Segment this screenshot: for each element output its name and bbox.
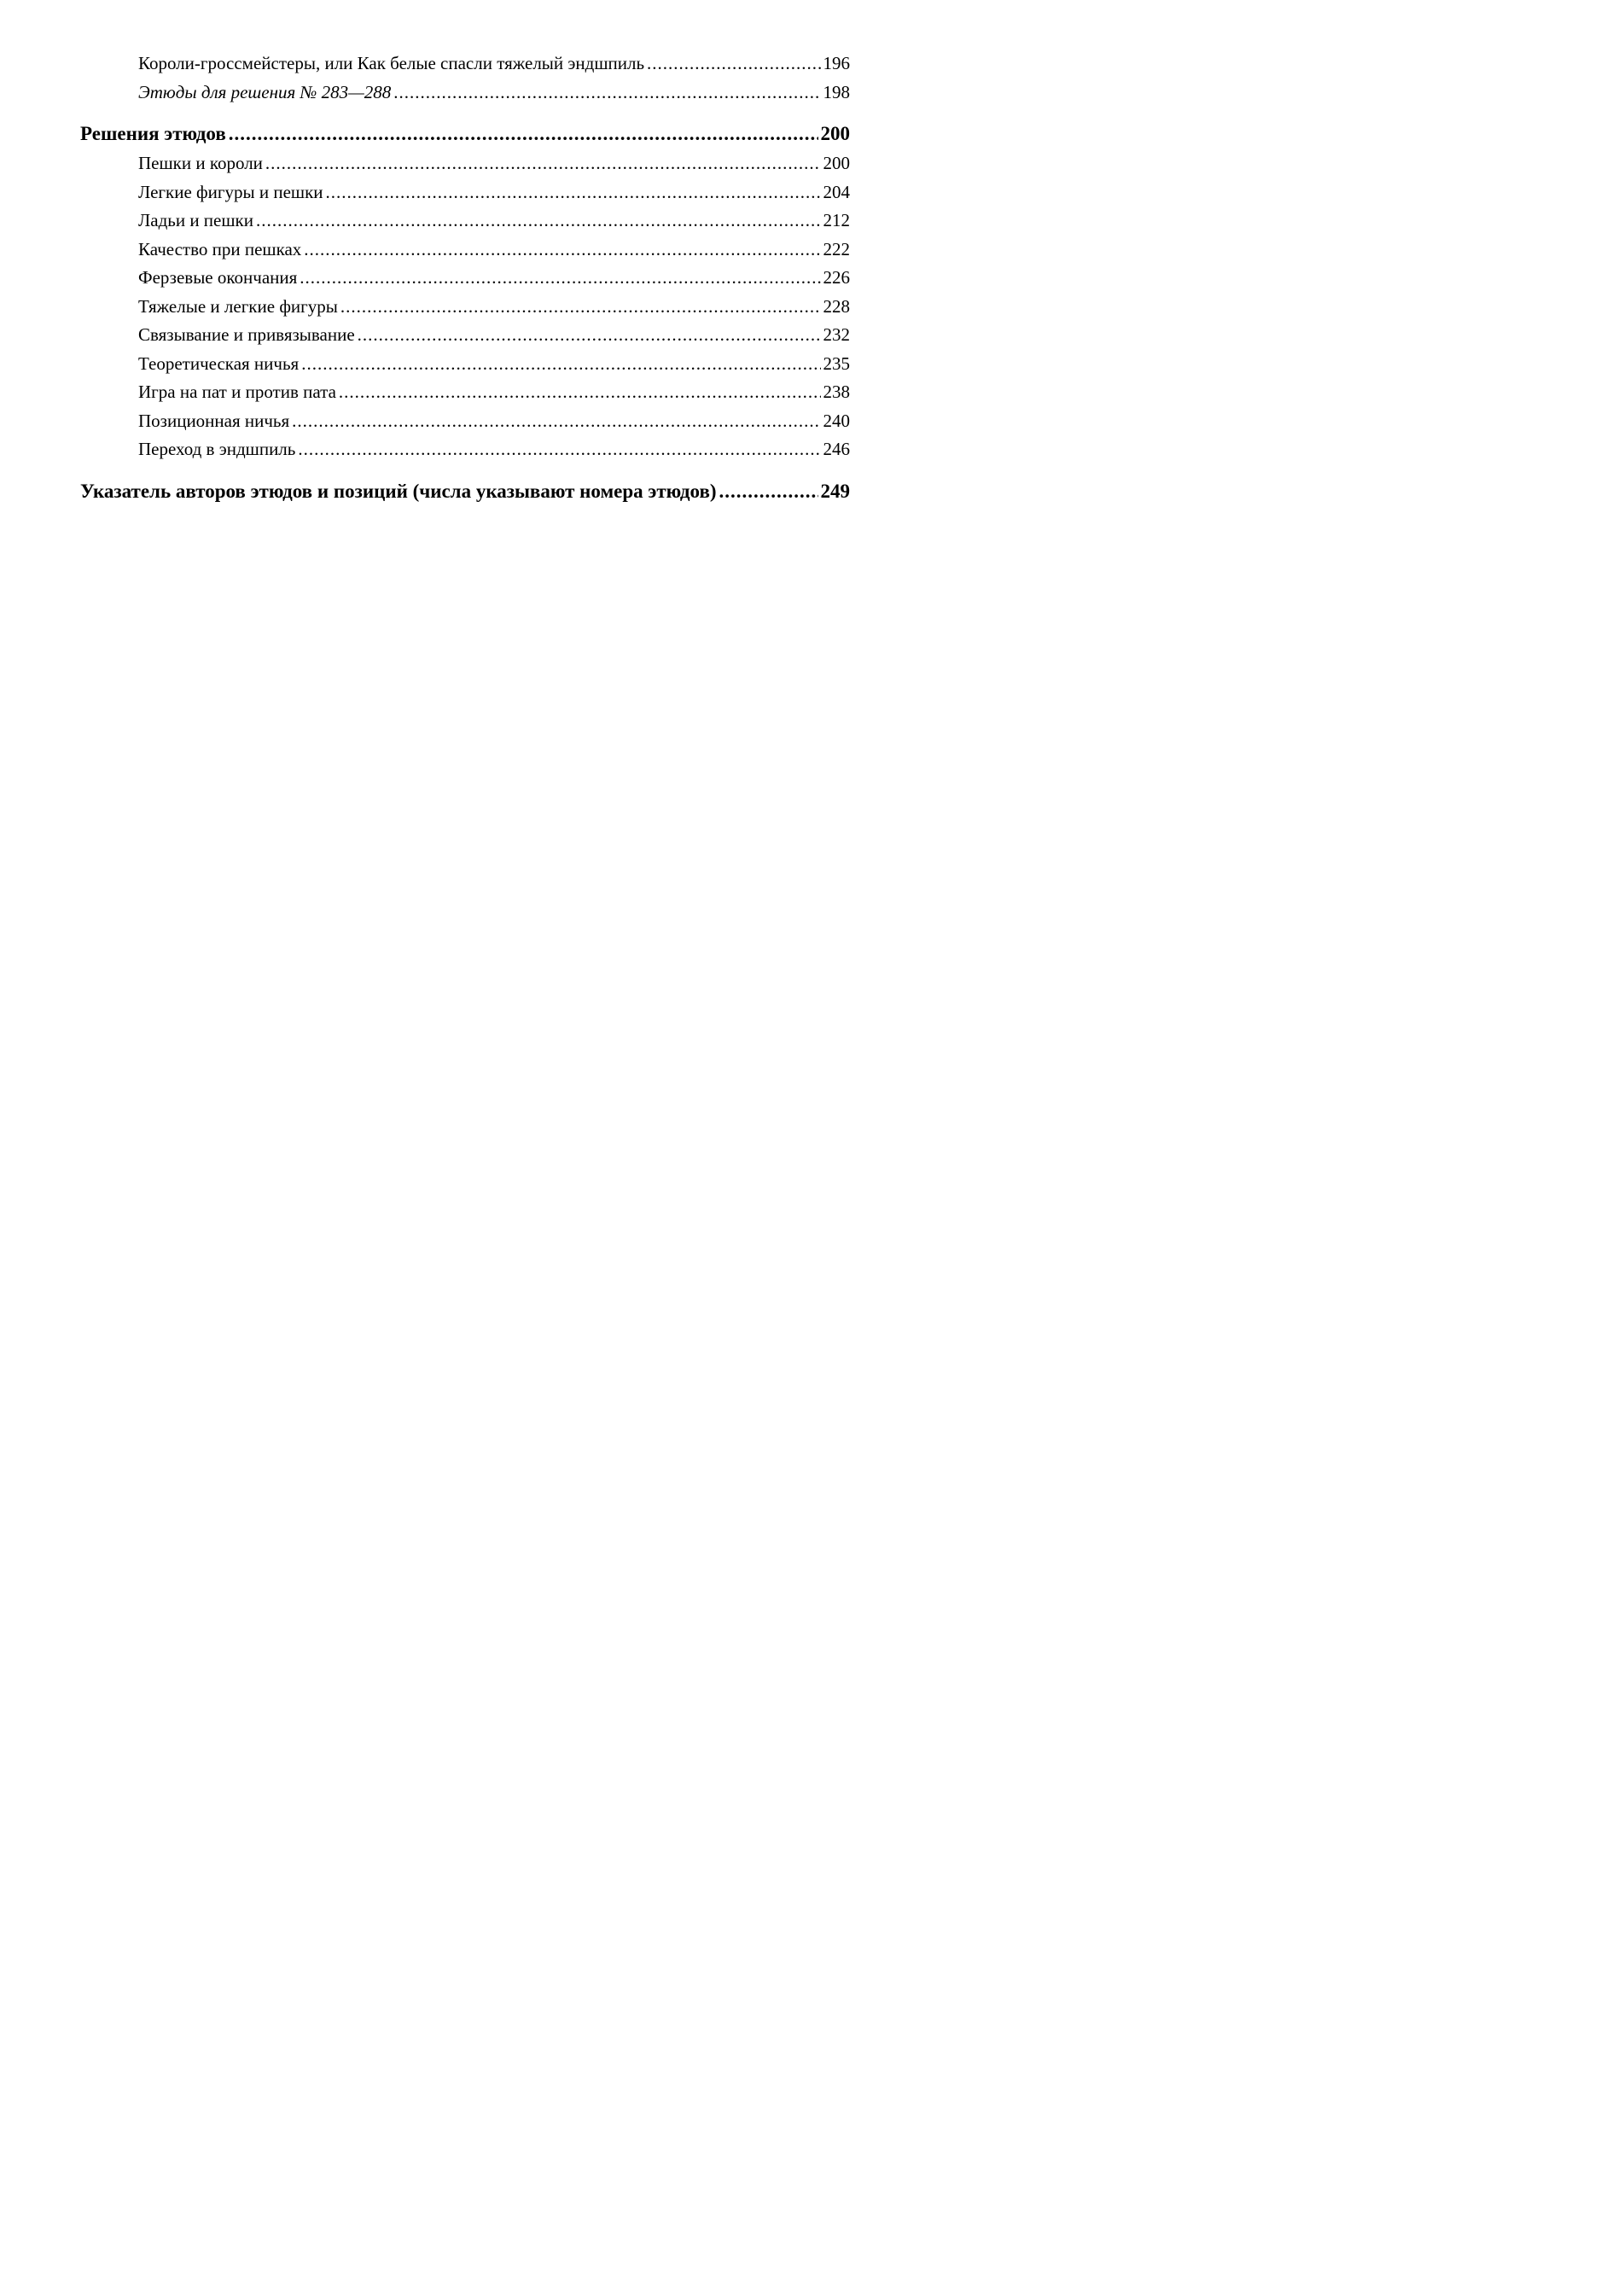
- toc-entry-title: Ферзевые окончания: [138, 267, 298, 288]
- dot-leader: [265, 149, 821, 178]
- toc-entry-page: 235: [823, 353, 850, 374]
- dot-leader: [229, 119, 818, 149]
- dot-leader: [647, 50, 820, 79]
- toc-entry-title: Короли-гроссмейстеры, или Как белые спасли тяжелый эндшпиль: [138, 53, 645, 73]
- toc-entry[interactable]: [80, 207, 850, 236]
- dot-leader: [301, 350, 820, 379]
- toc-entry-page: 196: [823, 53, 850, 73]
- section-spacer: [80, 464, 850, 476]
- toc-chapter-index[interactable]: [80, 476, 850, 507]
- toc-entry[interactable]: [80, 79, 850, 108]
- toc-entry-title: Легкие фигуры и пешки: [138, 181, 323, 202]
- toc-entry-page: 212: [823, 210, 850, 230]
- toc-entry-page: 200: [823, 153, 850, 173]
- toc-entry-title: Качество при пешках: [138, 238, 302, 259]
- toc-entry-page: 246: [823, 439, 850, 459]
- toc-entry-title: Пешки и короли: [138, 153, 263, 173]
- chapter-title: Решения этюдов: [80, 123, 226, 144]
- toc-entry-page: 232: [823, 324, 850, 345]
- chapter-page: 200: [820, 123, 850, 144]
- dot-leader: [300, 264, 820, 293]
- toc-entry-title: Позиционная ничья: [138, 410, 290, 431]
- toc-entry[interactable]: [80, 149, 850, 178]
- toc-entry-page: 228: [823, 295, 850, 317]
- toc-chapter-solutions[interactable]: [80, 119, 850, 149]
- toc-entry[interactable]: [80, 321, 850, 350]
- toc-entry-title: Связывание и привязывание: [138, 324, 355, 345]
- toc-entry[interactable]: [80, 264, 850, 293]
- toc-entry[interactable]: [80, 378, 850, 407]
- toc-entry[interactable]: [80, 350, 850, 379]
- toc-entry[interactable]: [80, 293, 850, 322]
- toc-entry-page: 238: [823, 382, 850, 402]
- toc-entry[interactable]: [80, 50, 850, 79]
- toc-entry-title: Ладьи и пешки: [138, 210, 253, 230]
- dot-leader: [340, 293, 821, 322]
- toc-entry-page: 226: [823, 267, 850, 288]
- table-of-contents: [80, 50, 850, 507]
- toc-entry[interactable]: [80, 178, 850, 207]
- dot-leader: [393, 79, 820, 108]
- toc-entry-page: 240: [823, 410, 850, 431]
- toc-entry[interactable]: [80, 407, 850, 436]
- dot-leader: [298, 435, 820, 464]
- section-spacer: [80, 107, 850, 119]
- toc-entry[interactable]: [80, 435, 850, 464]
- dot-leader: [292, 407, 820, 436]
- toc-entry-title: Тяжелые и легкие фигуры: [138, 295, 338, 317]
- toc-entry-title: Этюды для решения № 283—288: [138, 81, 392, 102]
- toc-entry-page: 204: [823, 181, 850, 202]
- toc-entry-title: Переход в эндшпиль: [138, 439, 296, 459]
- dot-leader: [358, 321, 821, 350]
- dot-leader: [326, 178, 821, 207]
- toc-entry-title: Теоретическая ничья: [138, 353, 300, 374]
- chapter-title: Указатель авторов этюдов и позиций (числа указывают номера этюдов): [80, 480, 717, 502]
- toc-entry-page: 198: [823, 81, 850, 102]
- dot-leader: [719, 476, 818, 507]
- toc-entry-page: 222: [823, 238, 850, 259]
- toc-entry-title: Игра на пат и против пата: [138, 382, 336, 402]
- dot-leader: [304, 236, 820, 265]
- chapter-page: 249: [820, 480, 850, 502]
- toc-entry[interactable]: [80, 236, 850, 265]
- dot-leader: [339, 378, 821, 407]
- dot-leader: [256, 207, 821, 236]
